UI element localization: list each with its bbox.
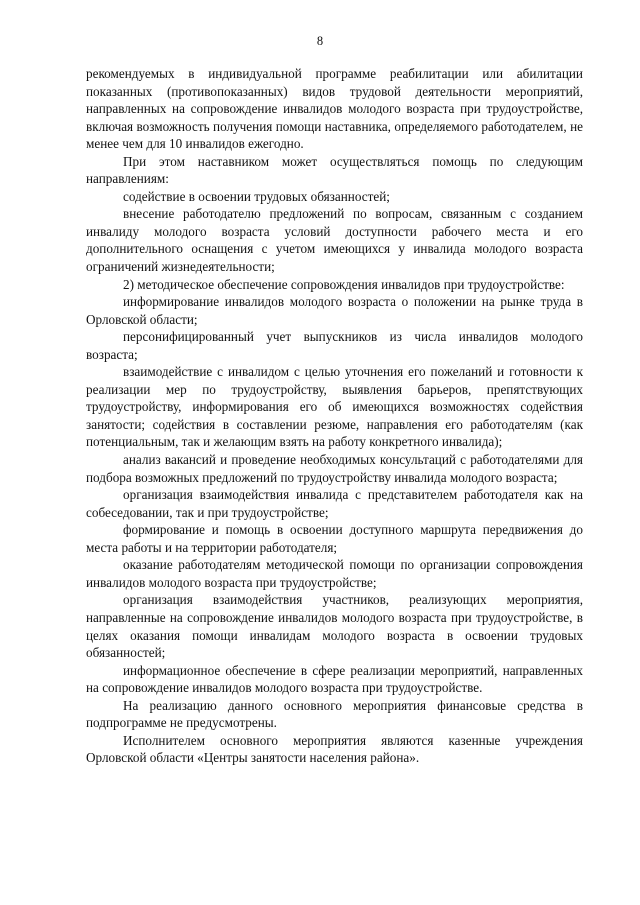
paragraph-item: организация взаимодействия участников, реализующих мероприятия, направленные на сопровождение инвалидов молодого возраста при трудоустройстве, в целях оказания помощи инвалидам молодого возраста в освоении трудовых обязанностей; <box>86 592 583 661</box>
paragraph-item: внесение работодателю предложений по вопросам, связанным с созданием инвалиду молодого возраста условий доступности рабочего места и его дополнительного оснащения с учетом имеющихся у инвалида молодого возраста ограничений жизнедеятельности; <box>86 206 583 275</box>
paragraph-item: персонифицированный учет выпускников из числа инвалидов молодого возраста; <box>86 329 583 362</box>
paragraph-item: организация взаимодействия инвалида с представителем работодателя как на собеседовании, так и при трудоустройстве; <box>86 487 583 520</box>
paragraph-item: содействие в освоении трудовых обязанностей; <box>123 188 390 204</box>
paragraph-item: формирование и помощь в освоении доступного маршрута передвижения до места работы и на территории работодателя; <box>86 522 583 555</box>
paragraph-item: информирование инвалидов молодого возраста о положении на рынке труда в Орловской области; <box>86 294 583 327</box>
paragraph-section-2: 2) методическое обеспечение сопровождения инвалидов при трудоустройстве: <box>123 276 565 292</box>
paragraph-item: оказание работодателям методической помощи по организации сопровождения инвалидов молодого возраста при трудоустройстве; <box>86 557 583 590</box>
paragraph-executor: Исполнителем основного мероприятия являются казенные учреждения Орловской области «Центры занятости населения района». <box>86 732 583 766</box>
document-body <box>86 65 583 767</box>
paragraph-funding: На реализацию данного основного мероприятия финансовые средства в подпрограмме не предусмотрены. <box>86 697 583 731</box>
paragraph-item: взаимодействие с инвалидом с целью уточнения его пожеланий и готовности к реализации мер по трудоустройству, выявления барьеров, препятствующих трудоустройству, информирования его об имеющихся возможностях содействия занятости; содействия в составлении резюме, направления его работодателям (как потенциальным, так и желающим взять на работу конкретного инвалида); <box>86 364 583 450</box>
page-number: 8 <box>316 34 324 48</box>
paragraph-item: информационное обеспечение в сфере реализации мероприятий, направленных на сопровождение инвалидов молодого возраста при трудоустройстве. <box>86 662 583 696</box>
paragraph-item: анализ вакансий и проведение необходимых консультаций с работодателями для подбора возможных предложений по трудоустройству инвалида молодого возраста; <box>86 452 583 485</box>
paragraph-mentor-directions: При этом наставником может осуществляться помощь по следующим направлениям: <box>86 153 583 187</box>
paragraph-continuation: рекомендуемых в индивидуальной программе реабилитации или абилитации показанных (противопоказанных) видов трудовой деятельности мероприятий, направленных на сопровождение инвалидов молодого возраста при трудоустройстве, включая возможность получения помощи наставника, определяемого работодателем, не менее чем для 10 инвалидов ежегодно. <box>86 66 583 152</box>
